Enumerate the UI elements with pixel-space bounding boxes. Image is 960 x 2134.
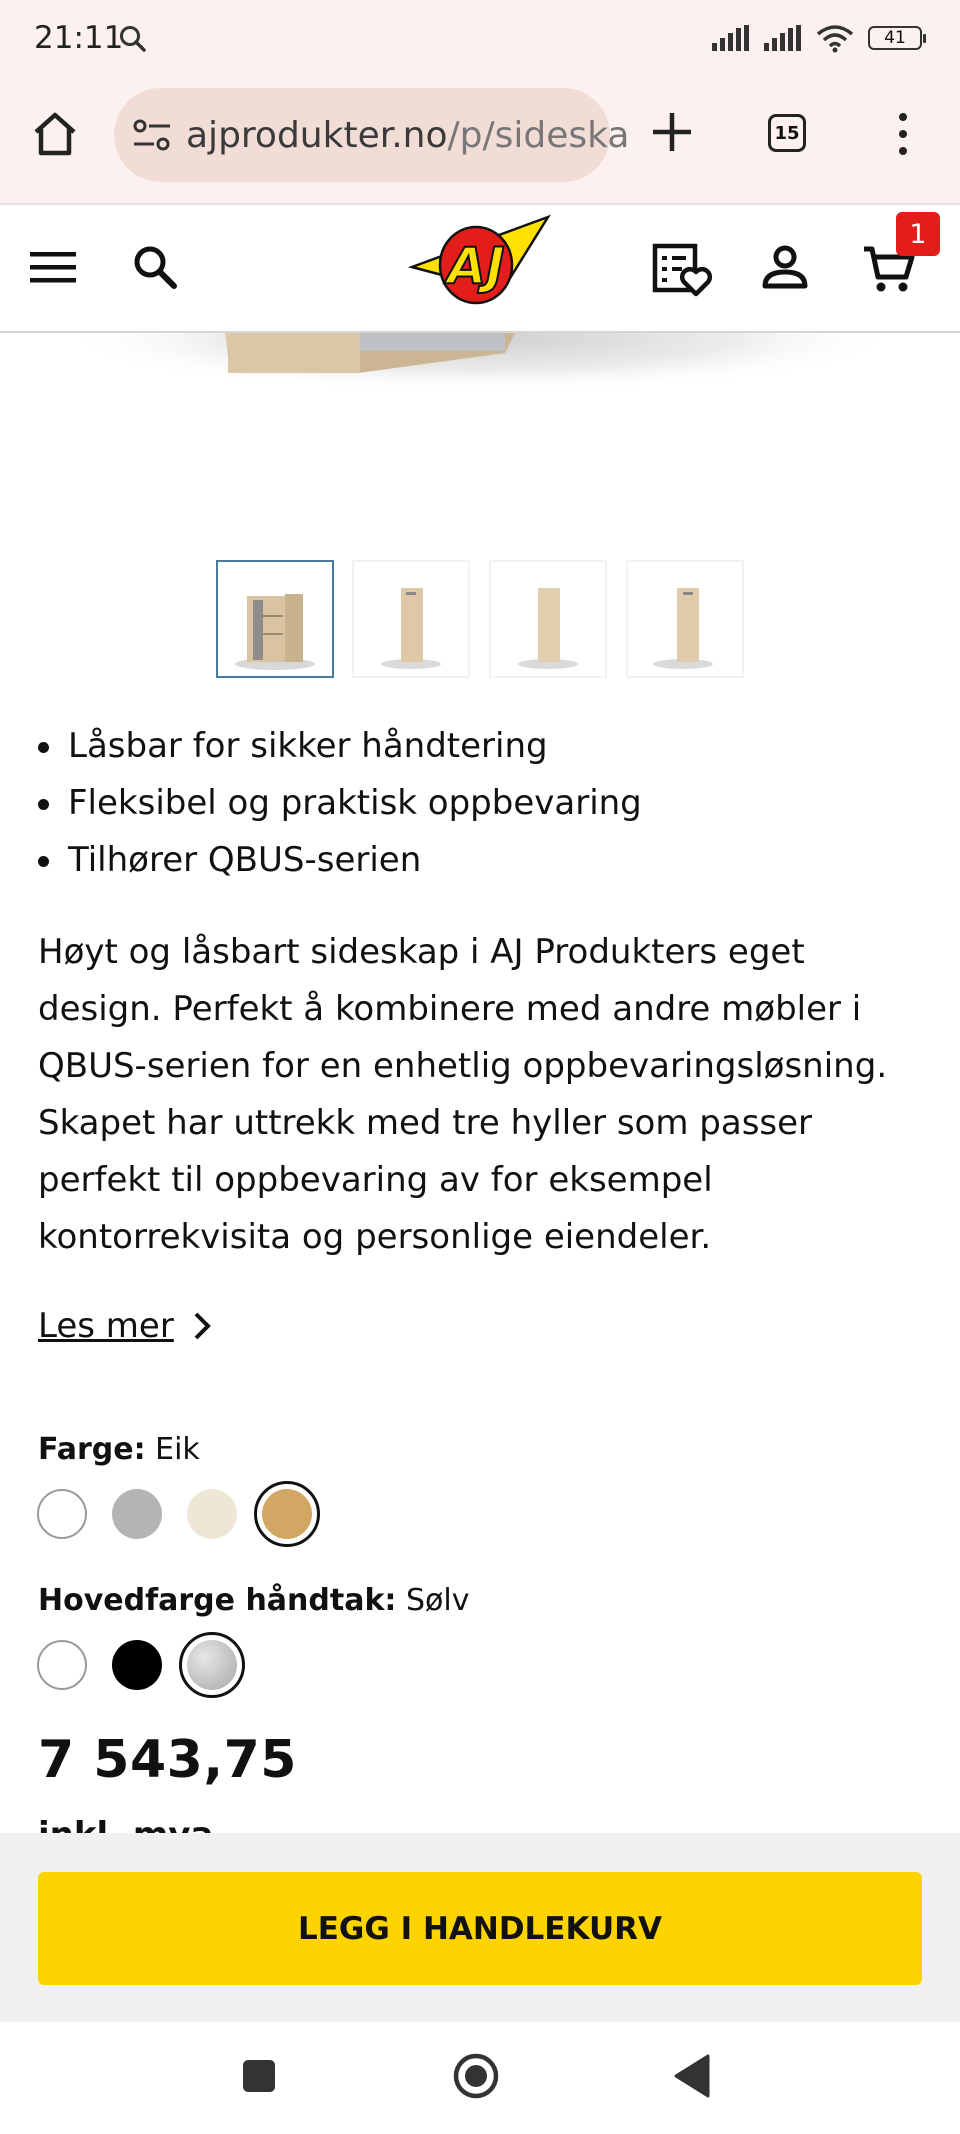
color-value: Eik: [155, 1432, 200, 1467]
account-icon[interactable]: [762, 244, 808, 294]
status-indicators: [712, 24, 922, 52]
back-icon[interactable]: [674, 2054, 710, 2102]
wishlist-icon[interactable]: [652, 240, 714, 302]
color-swatch-oak[interactable]: [262, 1489, 312, 1539]
signal-icon: [712, 25, 750, 51]
product-price: 7 543,75: [38, 1730, 297, 1790]
list-item: Fleksibel og praktisk oppbevaring: [38, 775, 642, 832]
product-image[interactable]: [0, 333, 960, 543]
product-description: Høyt og låsbart sideskap i AJ Produkters eget design. Perfekt å kombinere med andre møbler i QBUS-serien for en enhetlig oppbevaringsløsning. Skapet har uttrekk med tre hyller som passer perfekt til oppbevaring av for eksempel kontorrekvisita og personlige eiendeler.: [38, 932, 888, 1257]
handle-color-label: [38, 1583, 469, 1618]
wifi-icon: [816, 24, 854, 52]
handle-swatch-silver[interactable]: [187, 1640, 237, 1690]
signal-icon: [764, 25, 802, 51]
handle-color-value: Sølv: [405, 1583, 470, 1618]
home-icon[interactable]: [30, 110, 80, 162]
color-swatch-birch[interactable]: [187, 1489, 237, 1539]
status-time: 21:11: [34, 20, 124, 56]
battery-icon: 41: [868, 26, 922, 50]
site-settings-icon[interactable]: [132, 118, 172, 152]
hamburger-menu-icon[interactable]: [30, 250, 76, 288]
tab-switcher-button[interactable]: 15: [768, 114, 806, 152]
url-host: ajprodukter.no: [186, 114, 448, 156]
vat-note: [38, 1805, 213, 1833]
handle-swatch-black[interactable]: [112, 1640, 162, 1690]
home-nav-icon[interactable]: [452, 2052, 500, 2104]
list-item: Tilhører QBUS-serien: [38, 832, 642, 889]
color-swatch-white[interactable]: [37, 1489, 87, 1539]
color-label: [38, 1432, 200, 1467]
add-to-cart-button[interactable]: LEGG I HANDLEKURV: [38, 1872, 922, 1985]
color-swatch-grey[interactable]: [112, 1489, 162, 1539]
read-more-label: Les mer: [38, 1306, 174, 1346]
logo-text: AJ: [447, 237, 505, 295]
chevron-right-icon: [192, 1311, 212, 1341]
search-icon: [118, 24, 148, 58]
handle-color-label-title: Hovedfarge håndtak:: [38, 1583, 397, 1618]
thumbnail-1[interactable]: [216, 560, 334, 678]
handle-swatch-white[interactable]: [37, 1640, 87, 1690]
thumbnail-2[interactable]: [352, 560, 470, 678]
feature-list: [38, 718, 642, 889]
aj-logo[interactable]: [410, 215, 552, 323]
search-icon[interactable]: [132, 244, 178, 294]
thumbnail-4[interactable]: [626, 560, 744, 678]
new-tab-icon[interactable]: [650, 110, 694, 158]
thumbnail-3[interactable]: [489, 560, 607, 678]
color-label-title: Farge:: [38, 1432, 146, 1467]
cart-count-badge: 1: [896, 212, 940, 256]
url-text: [186, 115, 629, 156]
read-more-link[interactable]: [38, 1306, 212, 1346]
url-bar[interactable]: [114, 88, 630, 182]
recents-icon[interactable]: [241, 2058, 277, 2098]
more-options-icon[interactable]: [893, 112, 913, 160]
list-item: Låsbar for sikker håndtering: [38, 718, 642, 775]
url-path: /p/sideska: [447, 114, 630, 156]
